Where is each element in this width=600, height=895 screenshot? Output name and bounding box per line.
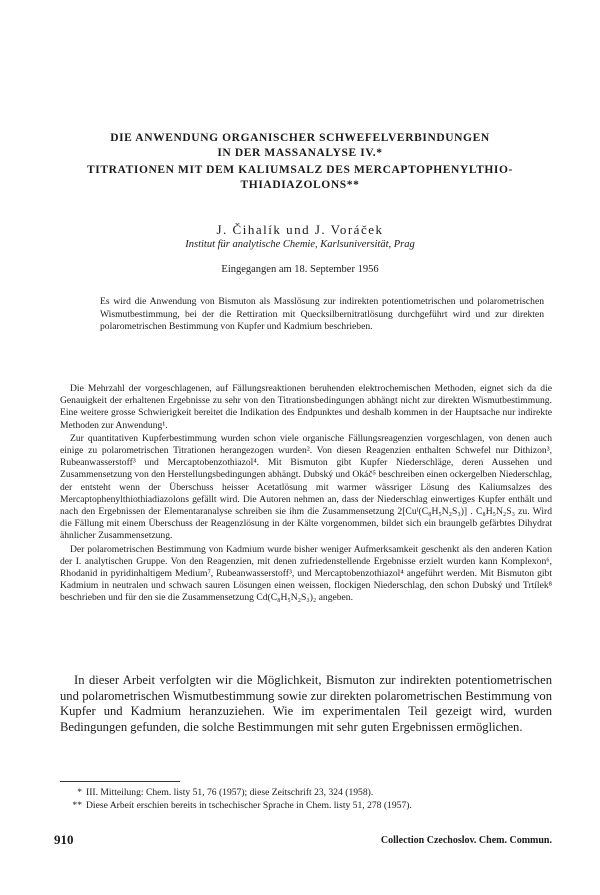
paragraph-cadmium: Der polarometrischen Bestimmung von Kadmium wurde bisher weniger Aufmerksamkeit geschenkt als den anderen Kation der I. analytischen Gruppe. Von den Reagenzien, mit denen zufriedenstellende Ergebnisse erzielt wurden kann Komplexon⁶, Rhodanid in pyridinhaltigem Medium⁷, Rubeanwasserstoff³, und Mercaptobenzothiazol⁴ angeführt werden. Mit Bismuton gibt Kadmium in neutralen und schwach sauren Lösungen einen weissen, flockigen Niederschlag, den schon Dubský und Trtílek⁸ beschrieben und für den sie die Zusammensetzung Cd(C₈H₅N₂S₃)₂ angeben. — [60, 543, 552, 604]
footnote-1 — [66, 787, 552, 800]
article-subtitle-line-2: THIADIAZOLONS** — [240, 179, 360, 191]
journal-name: Collection Czechoslov. Chem. Commun. — [380, 835, 552, 846]
received-date: Eingegangen am 18. September 1956 — [221, 264, 379, 275]
affiliation: Institut für analytische Chemie, Karlsuniversität, Prag — [185, 239, 415, 250]
body-text — [60, 383, 552, 606]
abstract: Es wird die Anwendung von Bismuton als Masslösung zur indirekten potentiometrischen und polarometrischen Wismutbestimmung, bei der die Rettiration mit Quecksilbernitratlösung durchgeführt wird und zur direkten polarometrischen Bestimmung von Kupfer und Kadmium beschrieben. — [100, 296, 544, 333]
page-number: 910 — [54, 832, 74, 847]
footnote-divider — [60, 781, 180, 782]
footnotes — [66, 787, 552, 812]
article-title-line-2: IN DER MASSANALYSE IV.* — [217, 147, 383, 159]
article-title-line-1: DIE ANWENDUNG ORGANISCHER SCHWEFELVERBINDUNGEN — [110, 132, 490, 144]
footnote-2-mark: ** — [72, 799, 82, 811]
footnote-1-mark: * — [77, 787, 82, 798]
footnote-2 — [66, 800, 552, 813]
paragraph-copper: Zur quantitativen Kupferbestimmung wurden schon viele organische Fällungsreagenzien vorgeschlagen, von denen auch einige zu polarometrischen Titrationen herangezogen wurden². Von diesen Reagenzien enthalten Schwefel nur Dithizon³, Rubeanwasserstoff³ und Mercaptobenzothiazol⁴. Mit Bismuton gibt Kupfer Niederschläge, deren Aussehen und Zusammensetzung von den Herstellungsbedingungen abhängt. Dubský und Okáč⁵ beschreiben einen ockergelben Niederschlag, der entsteht wenn der Überschuss heisser Acetatlösung mit warmer wässriger Lösung des Kaliumsalzes des Mercaptophenylthiothiadiazolons gefällt wird. Die Autoren nehmen an, dass der Niederschlag einwertiges Kupfer enthält und nach den Ergebnissen der Elementaranalyse schreiben sie ihm die Zusammensetzung 2[Cuᴵ(C₈H₅N₂S₃)] . C₈H₅N₂S₃ zu. Wird die Fällung mit einem Überschuss der Reagenzlösung in der Kälte vorgenommen, bildet sich ein braungelb gefärbtes Dihydrat ähnlicher Zusammensetzung. — [60, 432, 552, 542]
footnote-1-text: III. Mitteilung: Chem. listy 51, 76 (1957); diese Zeitschrift 23, 324 (1958). — [86, 787, 374, 798]
footnote-2-text: Diese Arbeit erschien bereits in tschechischer Sprache in Chem. listy 51, 278 (1957). — [86, 799, 412, 811]
paragraph-introduction: Die Mehrzahl der vorgeschlagenen, auf Fällungsreaktionen beruhenden elektrochemischen Methoden, eignet sich da die Genauigkeit der erhaltenen Ergebnisse zu sehr von den Titrationsbedingungen abhängt nicht zur direkten Wismutbestimmung. Eine weitere grosse Schwierigkeit bereitet die Indikation des Endpunktes und deshalb kommen in der Hauptsache nur indirekte Methoden zur Anwendung¹. — [60, 383, 552, 431]
paragraph-aim: In dieser Arbeit verfolgten wir die Möglichkeit, Bismuton zur indirekten potentiometrischen und polarometrischen Wismutbestimmung sowie zur direkten polarometrischen Bestimmung von Kupfer und Kadmium heranzuziehen. Wie im experimentalen Teil gezeigt wird, wurden Bedingungen gefunden, die solche Bestimmungen mit sehr guten Ergebnissen ermöglichen. — [60, 673, 552, 734]
authors: J. Čihalík und J. Voráček — [216, 222, 384, 237]
article-subtitle-line-1: TITRATIONEN MIT DEM KALIUMSALZ DES MERCAPTOPHENYLTHIO- — [87, 164, 513, 176]
